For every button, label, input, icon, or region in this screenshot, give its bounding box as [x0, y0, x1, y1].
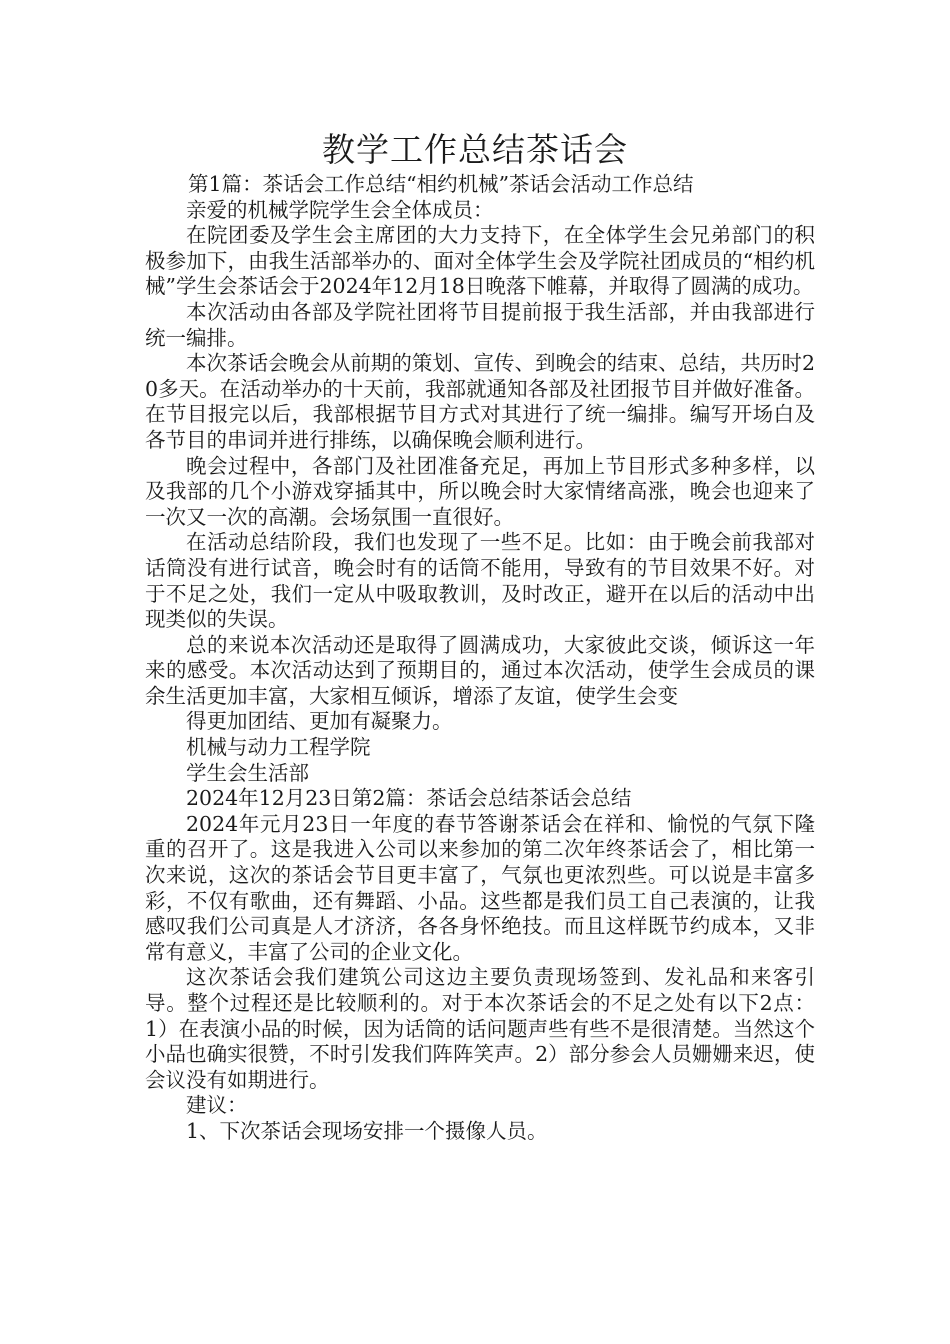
document-title: 教学工作总结茶话会 [322, 130, 628, 169]
paragraph: 2024年元月23日一年度的春节答谢茶话会在祥和、愉悦的气氛下隆重的召开了。这是我进入公司以来参加的第二次年终茶话会了，相比第一次来说，这次的茶话会节目更丰富了，气氛也更浓烈些。可以说是丰富多彩，不仅有歌曲，还有舞蹈、小品。这些都是我们员工自己表演的，让我感叹我们公司真是人才济济，各各身怀绝技。而且这样既节约成本，又非常有意义，丰富了公司的企业文化。 [145, 811, 815, 964]
signature-dept: 学生会生活部 [186, 760, 309, 785]
suggestion-item: 1、下次茶话会现场安排一个摄像人员。 [186, 1118, 548, 1143]
paragraph: 本次活动由各部及学院社团将节目提前报于我生活部，并由我部进行统一编排。 [145, 299, 815, 350]
date-and-heading-2: 2024年12月23日第2篇：茶话会总结茶话会总结 [186, 786, 632, 811]
paragraph: 这次茶话会我们建筑公司这边主要负责现场签到、发礼品和来客引导。整个过程还是比较顺利的。对于本次茶话会的不足之处有以下2点：1）在表演小品的时候，因为话筒的话问题声些有些不是很清楚。当然这个小品也确实很赞，不时引发我们阵阵笑声。2）部分参会人员姗姗来迟，使会议没有如期进行。 [145, 965, 815, 1092]
paragraph: 在活动总结阶段，我们也发现了一些不足。比如：由于晚会前我部对话筒没有进行试音，晚会时有的话筒不能用，导致有的节目效果不好。对于不足之处，我们一定从中吸取教训，及时改正，避开在以后的活动中出现类似的失误。 [145, 530, 815, 632]
paragraph: 晚会过程中，各部门及社团准备充足，再加上节目形式多种多样，以及我部的几个小游戏穿插其中，所以晚会时大家情绪高涨，晚会也迎来了一次又一次的高潮。会场氛围一直很好。 [145, 453, 815, 529]
signature-org: 机械与动力工程学院 [186, 735, 371, 760]
paragraph: 总的来说本次活动还是取得了圆满成功，大家彼此交谈，倾诉这一年来的感受。本次活动达到了预期目的，通过本次活动，使学生会成员的课余生活更加丰富，大家相互倾诉，增添了友谊，使学生会变 [145, 632, 815, 708]
suggestion-label: 建议： [186, 1093, 248, 1118]
paragraph: 得更加团结、更加有凝聚力。 [186, 709, 453, 734]
document-body [145, 172, 815, 1145]
article-heading-1: 第1篇：茶话会工作总结“相约机械”茶话会活动工作总结 [188, 172, 694, 196]
salutation: 亲爱的机械学院学生会全体成员： [186, 197, 494, 222]
paragraph: 在院团委及学生会主席团的大力支持下，在全体学生会兄弟部门的积极参加下，由我生活部举办的、面对全体学生会及学院社团成员的“相约机械”学生会茶话会于2024年12月18日晚落下帷幕，并取得了圆满的成功。 [145, 223, 815, 299]
paragraph: 本次茶话会晚会从前期的策划、宣传、到晚会的结束、总结，共历时20多天。在活动举办的十天前，我部就通知各部及社团报节目并做好准备。在节目报完以后，我部根据节目方式对其进行了统一编排。编写开场白及各节目的串词并进行排练，以确保晚会顺利进行。 [145, 351, 815, 452]
